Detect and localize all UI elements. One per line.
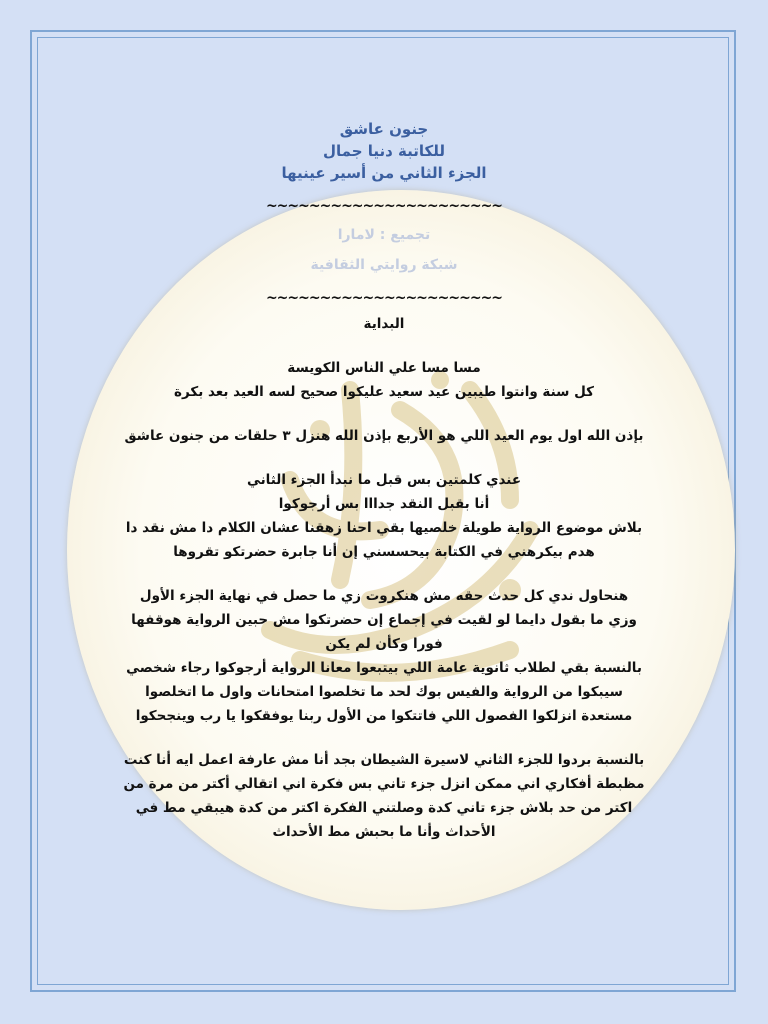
explain-line: فورا وكأن لم يكن (325, 636, 443, 652)
compiled-by: تجميع : لامارا (337, 227, 431, 243)
note-line: أنا بقبل النقد جدااا بس أرجوكوا (278, 496, 490, 512)
sequel-line: اكتر من حد بلاش جزء تاني كدة وصلتني الفكرة اكتر من كدة هيبقي مط في (135, 800, 633, 816)
explain-line: وزي ما بقول دايما لو لقيت في إجماع إن حضرتكوا مش حبين الرواية هوقفها (131, 612, 637, 628)
book-title: جنون عاشق (339, 120, 429, 138)
document-body (60, 312, 708, 844)
announcement-line: بإذن الله اول يوم العيد اللي هو الأربع بإذن الله هنزل ٣ حلقات من جنون عاشق (124, 428, 644, 444)
sequel-line: الأحداث وأنا ما بحبش مط الأحداث (272, 824, 496, 840)
separator-bottom: ~~~~~~~~~~~~~~~~~~~~~~ (265, 290, 503, 306)
note-line: هدم بيكرهني في الكتابة بيحسسني إن أنا جابرة حضرتكو تقروها (173, 544, 595, 560)
greeting-line: كل سنة وانتوا طيبين عيد سعيد عليكوا صحيح لسه العيد بعد بكرة (174, 384, 594, 400)
section-heading: البداية (363, 316, 405, 332)
author-line: للكاتبة دنيا جمال (322, 142, 445, 160)
explain-line: هنحاول ندي كل حدث حقه مش هنكروت زي ما حصل في نهاية الجزء الأول (139, 588, 629, 604)
network-name: شبكة روايتي الثقافية (310, 257, 458, 273)
explain-line: بالنسبة بقي لطلاب ثانوية عامة اللي بيتبعوا معانا الرواية أرجوكوا رجاء شخصي (126, 660, 642, 676)
note-line: عندي كلمتين بس قبل ما نبدأ الجزء الثاني (246, 472, 522, 488)
part-line: الجزء الثاني من أسير عينيها (281, 164, 487, 182)
sequel-line: بالنسبة بردوا للجزء الثاني لاسيرة الشيطان بجد أنا مش عارفة اعمل ايه أنا كنت (123, 752, 645, 768)
document-content (60, 118, 708, 844)
sequel-line: مظبطة أفكاري اني ممكن انزل جزء تاني بس فكرة اني اتقالي أكتر من مرة من (123, 776, 645, 792)
greeting-line: مسا مسا علي الناس الكويسة (287, 360, 481, 376)
explain-line: سيبكوا من الرواية والفيس بوك لحد ما تخلصوا امتحانات واول ما اتخلصوا (145, 684, 623, 700)
explain-line: مستعدة انزلكوا الفصول اللي فاتتكوا من الأول ربنا يوفقكوا يا رب وينجحكوا (135, 708, 633, 724)
note-line: بلاش موضوع الرواية طويلة خلصيها بقي احنا زهقنا عشان الكلام دا مش نقد دا (125, 520, 643, 536)
separator-top: ~~~~~~~~~~~~~~~~~~~~~~ (265, 198, 503, 214)
